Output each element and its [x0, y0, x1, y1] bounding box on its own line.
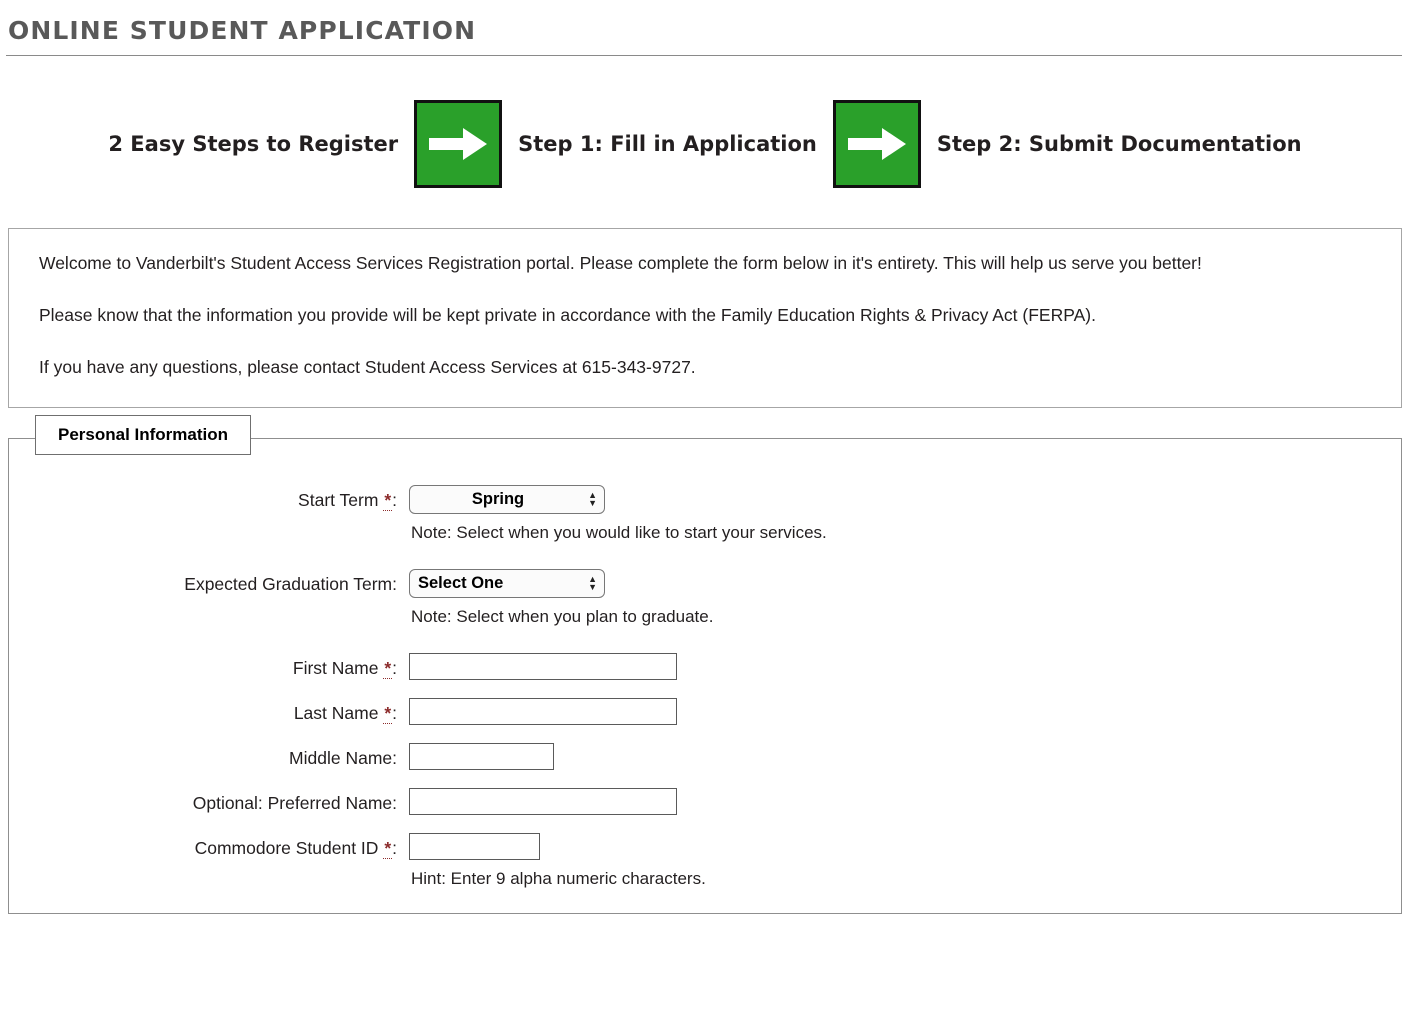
field-row-student-id: [9, 833, 1401, 889]
first-name-label-text: First Name: [292, 657, 379, 678]
page-title: ONLINE STUDENT APPLICATION: [8, 16, 477, 45]
start-term-select[interactable]: [409, 485, 605, 514]
required-marker: *: [384, 702, 392, 723]
graduation-term-label: Expected Graduation Term:: [184, 573, 397, 594]
middle-name-input[interactable]: [409, 743, 554, 770]
field-row-graduation-term: [9, 569, 1401, 647]
last-name-label: Last Name *:: [293, 702, 397, 723]
welcome-paragraph-3: If you have any questions, please contact Student Access Services at 615-343-9727.: [39, 356, 696, 377]
welcome-panel: [8, 228, 1402, 408]
welcome-paragraph-2: Please know that the information you provide will be kept private in accordance with the Family Education Rights & Privacy Act (FERPA).: [39, 304, 1096, 325]
field-row-preferred-name: [9, 788, 1401, 815]
right-arrow-icon-2: [833, 100, 921, 188]
last-name-label-text: Last Name: [293, 702, 379, 723]
preferred-name-input[interactable]: [409, 788, 677, 815]
graduation-term-dropdown-wrap: [409, 569, 605, 598]
graduation-term-select[interactable]: [409, 569, 605, 598]
required-marker: *: [384, 837, 392, 858]
student-id-label: Commodore Student ID *:: [194, 837, 397, 858]
first-name-label: First Name *:: [292, 657, 397, 678]
student-id-hint: Hint: Enter 9 alpha numeric characters.: [411, 868, 706, 888]
student-id-input[interactable]: [409, 833, 540, 860]
graduation-term-note: Note: Select when you plan to graduate.: [411, 606, 714, 626]
personal-information-legend: Personal Information: [35, 415, 251, 455]
start-term-label: Start Term *:: [298, 489, 397, 510]
required-marker: *: [384, 657, 392, 678]
start-term-label-text: Start Term: [298, 489, 379, 510]
field-row-middle-name: [9, 743, 1401, 770]
registration-steps-banner: [0, 56, 1410, 228]
right-arrow-icon-1: [414, 100, 502, 188]
step-1-label: Step 1: Fill in Application: [518, 132, 817, 156]
required-marker: *: [384, 489, 392, 510]
start-term-dropdown-wrap: [409, 485, 605, 514]
middle-name-label: Middle Name:: [289, 747, 397, 768]
field-row-first-name: [9, 653, 1401, 680]
steps-intro-label: 2 Easy Steps to Register: [108, 132, 399, 156]
field-row-last-name: [9, 698, 1401, 725]
step-2-label: Step 2: Submit Documentation: [936, 132, 1302, 156]
chevron-updown-icon: ▲ ▼: [588, 490, 597, 509]
personal-information-section: [8, 424, 1402, 914]
start-term-note: Note: Select when you would like to start your services.: [411, 522, 827, 542]
last-name-input[interactable]: [409, 698, 677, 725]
chevron-updown-icon: ▲ ▼: [588, 574, 597, 593]
student-id-label-text: Commodore Student ID: [194, 837, 379, 858]
welcome-paragraph-1: Welcome to Vanderbilt's Student Access Services Registration portal. Please complete the form below in it's entirety. This will help us serve you better!: [39, 253, 1202, 273]
field-row-start-term: [9, 485, 1401, 563]
first-name-input[interactable]: [409, 653, 677, 680]
preferred-name-label: Optional: Preferred Name:: [192, 792, 397, 813]
